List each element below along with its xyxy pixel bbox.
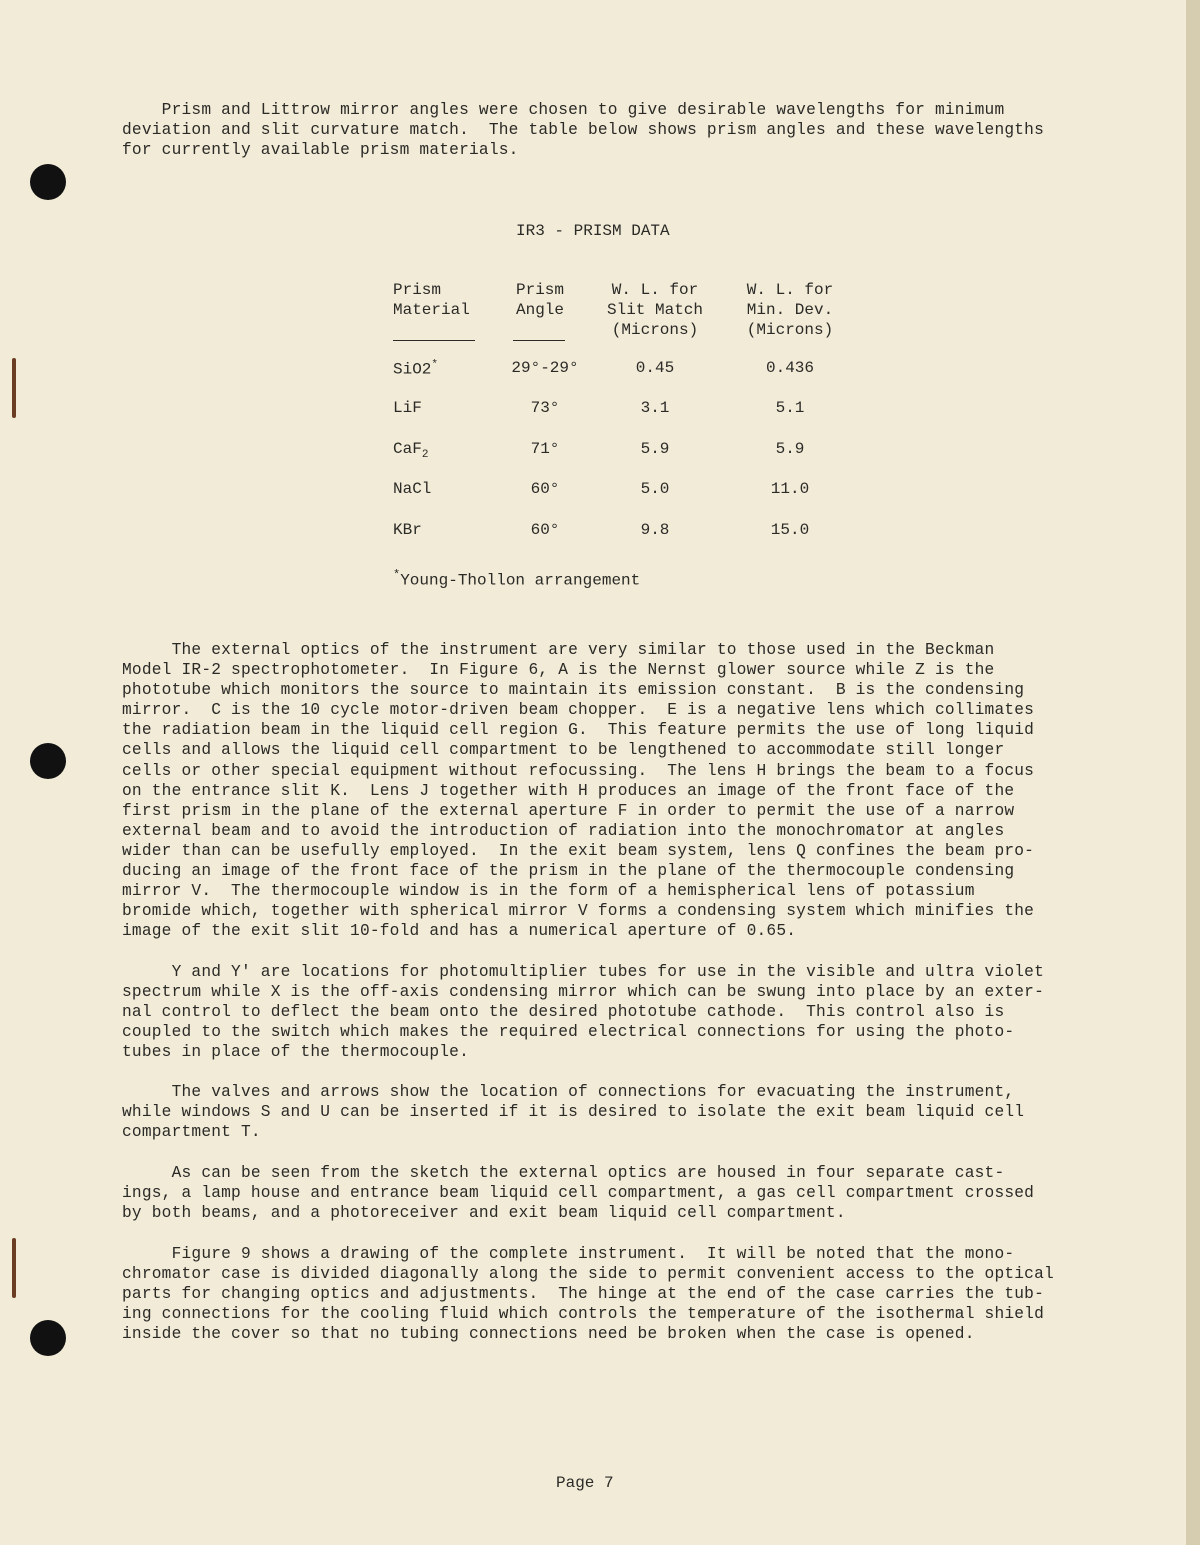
header-wl-min-dev: W. L. for Min. Dev. (Microns) bbox=[746, 281, 834, 339]
paragraph-figure-9: Figure 9 shows a drawing of the complete instrument. It will be noted that the mono- chromator case is divided diagonally along the side to permit convenient access to the optical parts for changing optics and adjustments. The hinge at the end of the case carries the tub- ing connections for the cooling fluid which controls the temperature of the isothermal shield inside the cover so that no tubing connections need be broken when the case is opened. bbox=[122, 1245, 1054, 1344]
table-cell-slit-match: 5.9 bbox=[640, 440, 670, 458]
table-cell-material: KBr bbox=[393, 521, 422, 539]
table-title: IR3 - PRISM DATA bbox=[516, 222, 670, 240]
table-cell-angle: 73° bbox=[530, 399, 560, 417]
table-cell-slit-match: 9.8 bbox=[640, 521, 670, 539]
paragraph-castings: As can be seen from the sketch the external optics are housed in four separate cast- ings, a lamp house and entrance beam liquid cell compartment, a gas cell compartment crossed by both beams, and a photoreceiver and exit beam liquid cell compartment. bbox=[122, 1164, 1035, 1223]
table-cell-angle: 71° bbox=[530, 440, 560, 458]
binder-hole-bottom bbox=[30, 1320, 66, 1356]
header-underline bbox=[513, 340, 565, 341]
binding-tear-mark bbox=[12, 358, 16, 418]
header-prism-material: Prism Material bbox=[393, 281, 470, 319]
footnote-text: Young-Thollon arrangement bbox=[400, 571, 641, 590]
table-cell-min-dev: 11.0 bbox=[770, 480, 810, 498]
table-cell-material: NaCl bbox=[393, 480, 432, 498]
table-cell-angle: 60° bbox=[530, 480, 560, 498]
table-cell-slit-match: 3.1 bbox=[640, 399, 670, 417]
table-cell-slit-match: 0.45 bbox=[635, 359, 675, 377]
table-cell-material: SiO2* bbox=[393, 359, 439, 379]
paragraph-valves: The valves and arrows show the location of connections for evacuating the instrument, while windows S and U can be inserted if it is desired to isolate the exit beam liquid cell compartment T. bbox=[122, 1083, 1025, 1142]
table-cell-slit-match: 5.0 bbox=[640, 480, 670, 498]
footnote-mark: * bbox=[393, 568, 401, 582]
binding-tear-mark bbox=[12, 1238, 16, 1298]
table-cell-material: CaF$_2$ bbox=[393, 440, 429, 462]
table-footnote bbox=[393, 568, 640, 589]
header-wl-slit-match: W. L. for Slit Match (Microns) bbox=[606, 281, 703, 339]
table-cell-min-dev: 5.9 bbox=[775, 440, 805, 458]
table-cell-min-dev: 0.436 bbox=[765, 359, 814, 377]
table-cell-min-dev: 5.1 bbox=[775, 399, 805, 417]
table-cell-angle: 29°-29° bbox=[511, 359, 579, 377]
binder-hole-top bbox=[30, 164, 66, 200]
table-cell-angle: 60° bbox=[530, 521, 560, 539]
table-cell-min-dev: 15.0 bbox=[770, 521, 810, 539]
header-underline bbox=[393, 340, 475, 341]
table-cell-material: LiF bbox=[393, 399, 422, 417]
page-edge bbox=[1186, 0, 1200, 1545]
page-number: Page 7 bbox=[556, 1474, 614, 1492]
paragraph-external-optics: The external optics of the instrument are very similar to those used in the Beckman Model IR-2 spectrophotometer. In Figure 6, A is the Nernst glower source while Z is the phototube which monitors the source to maintain its emission constant. B is the condensing mirror. C is the 10 cycle motor-driven beam chopper. E is a negative lens which collimates the radiation beam in the liquid cell region G. This feature permits the use of long liquid cells and allows the liquid cell compartment to be lengthened to accommodate still longer cells or other special equipment without refocussing. The lens H brings the beam to a focus on the entrance slit K. Lens J together with H produces an image of the front face of the first prism in the plane of the external aperture F in order to permit the use of a narrow external beam and to avoid the introduction of radiation into the monochromator at angles wider than can be usefully employed. In the exit beam system, lens Q confines the beam pro- ducing an image of the front face of the prism in the plane of the thermocouple condensing mirror V. The thermocouple window is in the form of a hemispherical lens of potassium bromide which, together with spherical mirror V forms a condensing system which minifies the image of the exit slit 10-fold and has a numerical aperture of 0.65. bbox=[122, 641, 1035, 941]
binder-hole-middle bbox=[30, 743, 66, 779]
paragraph-photomultiplier: Y and Y' are locations for photomultiplier tubes for use in the visible and ultra violet spectrum while X is the off-axis condensing mirror which can be swung into place by an exter- nal control to deflect the beam onto the desired phototube cathode. This control also is coupled to the switch which makes the required electrical connections for using the photo- tubes in place of the thermocouple. bbox=[122, 963, 1045, 1062]
header-prism-angle: Prism Angle bbox=[515, 281, 564, 319]
intro-paragraph: Prism and Littrow mirror angles were chosen to give desirable wavelengths for minimum deviation and slit curvature match. The table below shows prism angles and these wavelengths for currently available prism materials. bbox=[122, 101, 1045, 160]
